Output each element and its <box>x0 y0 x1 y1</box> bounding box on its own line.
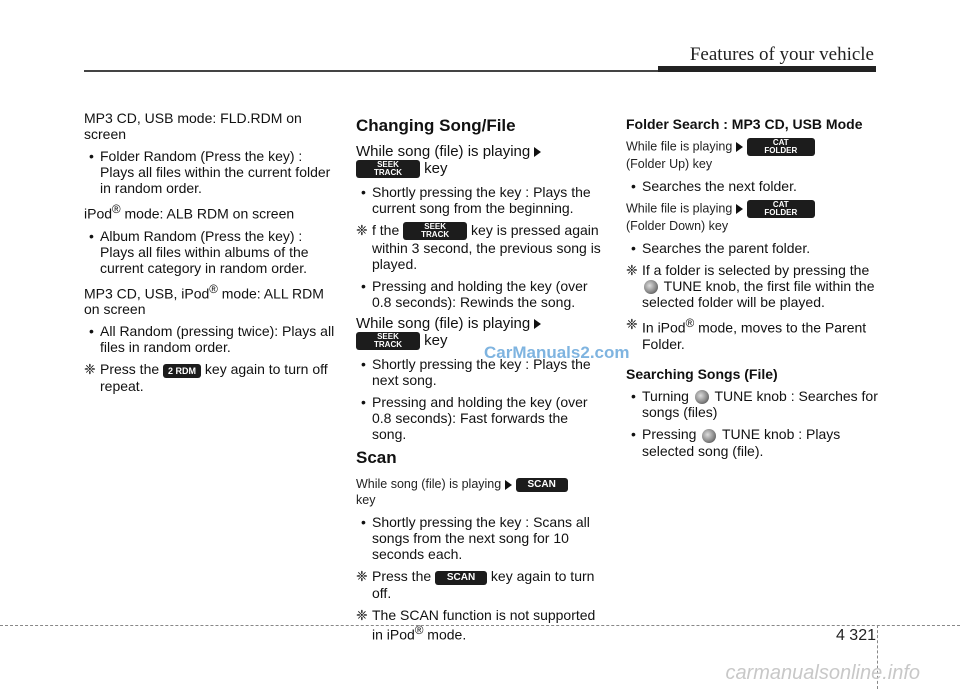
paragraph: MP3 CD, USB mode: FLD.RDM on screen <box>84 110 302 142</box>
bullet-item: • Album Random (Press the key) : Plays all files within albums of the current category in random order. <box>84 228 336 276</box>
paragraph: MP3 CD, USB, iPod® mode: ALL RDM on screen <box>84 282 324 318</box>
watermark-carmanuals2: CarManuals2.com <box>484 343 630 362</box>
seek-track-key-icon: SEEK TRACK <box>403 222 467 240</box>
scan-key-icon: SCAN <box>435 571 487 585</box>
page-header-title: Features of your vehicle <box>689 44 874 65</box>
play-arrow-icon <box>736 204 743 214</box>
paragraph: iPod® mode: ALB RDM on screen <box>84 203 295 222</box>
header-accent-bar <box>658 66 876 72</box>
bullet-item: • All Random (pressing twice): Plays all files in random order. <box>84 323 336 355</box>
bullet-item: • Pressing TUNE knob : Plays selected song (file). <box>626 426 878 458</box>
note-item: ❈ f the SEEK TRACK key is pressed again within 3 second, the previous song is played. <box>356 222 601 273</box>
play-arrow-icon <box>505 480 512 490</box>
note-item: ❈ If a folder is selected by pressing the TUNE knob, the first file within the selected folder will be played. <box>626 262 875 311</box>
play-arrow-icon <box>534 319 541 329</box>
section-heading: Folder Search : MP3 CD, USB Mode <box>626 116 863 132</box>
note-item: ❈ Press the SCAN key again to turn off. <box>356 568 595 601</box>
note-item: ❈ In iPod® mode, moves to the Parent Folder. <box>626 316 867 352</box>
cat-folder-down-key-icon: CAT FOLDER <box>747 200 815 218</box>
note-item: ❈ Press the 2 RDM key again to turn off repeat. <box>84 361 328 394</box>
note-item: ❈ The SCAN function is not supported in iPod® mode. <box>356 606 596 643</box>
bullet-item: • Folder Random (Press the key) : Plays all files within the current folder in random order. <box>84 148 336 196</box>
tune-knob-icon <box>695 390 709 404</box>
seek-track-up-key-icon: SEEK TRACK <box>356 332 420 350</box>
paragraph: While song (file) is playing SEEK TRACK key <box>356 316 606 350</box>
column-3 <box>626 110 878 465</box>
rdm-key-icon: 2 RDM <box>163 364 201 378</box>
note-mark-icon: ❈ <box>356 606 368 623</box>
paragraph: While file is playing CAT FOLDER (Folder Down) key <box>626 200 878 234</box>
bullet-item: • Turning TUNE knob : Searches for songs (files) <box>626 388 878 420</box>
page-number: 4 321 <box>835 627 876 644</box>
column-1 <box>84 110 336 400</box>
section-heading: Scan <box>356 448 397 468</box>
footer-rule <box>0 625 960 626</box>
column-2 <box>356 110 606 648</box>
paragraph: While song (file) is playing SEEK TRACK key <box>356 144 606 178</box>
note-mark-icon: ❈ <box>626 316 638 333</box>
section-heading: Searching Songs (File) <box>626 365 778 382</box>
bullet-item: • Shortly pressing the key : Scans all songs from the next song for 10 seconds each. <box>356 514 606 562</box>
tune-knob-icon <box>702 429 716 443</box>
bullet-item: • Shortly pressing the key : Plays the current song from the beginning. <box>356 184 606 216</box>
bullet-item: • Searches the next folder. <box>626 178 878 194</box>
note-mark-icon: ❈ <box>626 262 638 278</box>
note-mark-icon: ❈ <box>356 568 368 585</box>
tune-knob-icon <box>644 280 658 294</box>
bullet-item: • Shortly pressing the key : Plays the next song. <box>356 356 606 388</box>
scan-key-icon: SCAN <box>516 478 568 492</box>
section-heading: Changing Song/File <box>356 116 516 135</box>
cat-folder-up-key-icon: CAT FOLDER <box>747 138 815 156</box>
paragraph: While song (file) is playing SCAN key <box>356 476 606 508</box>
play-arrow-icon <box>736 142 743 152</box>
seek-track-down-key-icon: SEEK TRACK <box>356 160 420 178</box>
watermark-carmanualsonline: carmanualsonline.info <box>725 662 920 684</box>
paragraph: While file is playing CAT FOLDER (Folder Up) key <box>626 138 878 172</box>
play-arrow-icon <box>534 147 541 157</box>
note-mark-icon: ❈ <box>356 222 368 238</box>
bullet-item: • Pressing and holding the key (over 0.8 seconds): Rewinds the song. <box>356 278 606 310</box>
bullet-item: • Pressing and holding the key (over 0.8 seconds): Fast forwards the song. <box>356 394 606 442</box>
note-mark-icon: ❈ <box>84 361 96 378</box>
bullet-item: • Searches the parent folder. <box>626 240 878 256</box>
